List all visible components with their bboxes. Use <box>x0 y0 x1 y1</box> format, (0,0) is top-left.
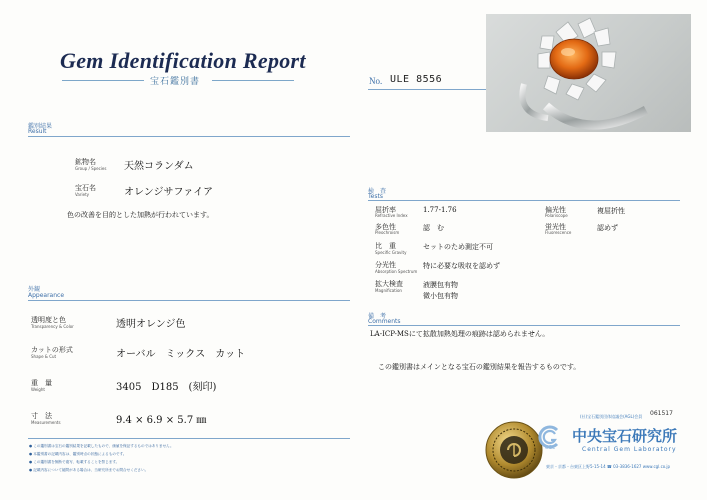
cut-value: オーバル ミックス カット <box>116 349 246 360</box>
pleochroism-label: 多色性 <box>375 223 396 231</box>
association-text: (社)宝石鑑別団体協議会(AGL)会員 <box>580 414 643 419</box>
footnote: ● この鑑別書は宝石の鑑別結果を記載したもので、価値を保証するものではありません。 <box>29 444 174 448</box>
refractive-index-label-en: Refractive Index <box>375 213 408 218</box>
variety-label-en: Variety <box>75 192 90 197</box>
gold-seal-icon <box>484 420 544 480</box>
result-note: 色の改善を目的とした加熱が行われています。 <box>67 211 214 219</box>
refractive-index-value: 1.77-1.76 <box>423 206 457 214</box>
lab-address: 東京・京都・台東区上野5-15-14 ☎ 03-3836-1627 www.cgl.co.jp <box>546 464 671 469</box>
measurements-label-en: Measurements <box>31 420 61 425</box>
tests-section-label: 検 査 <box>368 188 387 195</box>
ring-illustration <box>486 14 691 132</box>
transparency-label-en: Transparency & Color <box>31 324 74 329</box>
species-value: 天然コランダム <box>124 161 194 172</box>
footnote-rule <box>28 438 350 439</box>
tests-section-label-en: Tests <box>368 193 383 200</box>
weight-label-en: Weight <box>31 387 45 392</box>
lab-name-jp: 中央宝石研究所 <box>572 427 678 445</box>
cgl-logo-text: CGL <box>544 445 556 450</box>
subtitle-rule-left <box>62 80 144 81</box>
appearance-section-label-en: Appearance <box>28 292 65 299</box>
weight-label: 重 量 <box>31 379 52 387</box>
comments-section-label-en: Comments <box>368 318 401 325</box>
report-number-rule <box>368 89 486 90</box>
pleochroism-label-en: Pleochroism <box>375 230 400 235</box>
species-label-en: Group / Species <box>75 166 107 171</box>
cgl-logo-graphic <box>537 424 563 450</box>
footnote: ● この鑑別書を無断で複写、転載することを禁じます。 <box>29 460 120 464</box>
comments-section-label: 備 考 <box>368 313 387 320</box>
species-label: 鉱物名 <box>75 158 96 166</box>
seal-graphic <box>484 420 544 480</box>
fluorescence-label: 蛍光性 <box>545 223 566 231</box>
subtitle-banner <box>62 74 294 86</box>
footnote: ● 記載内容について疑問がある場合は、当研究所までお問合せください。 <box>29 468 149 472</box>
comments-text: LA-ICP-MSにて拡散加熱処理の痕跡は認められません。 <box>370 330 550 338</box>
cut-label-en: Shape & Cut <box>31 354 57 359</box>
variety-value: オレンジサファイア <box>124 187 213 198</box>
weight-value: 3405 D185 (刻印) <box>116 382 217 393</box>
magnification-label: 拡大検査 <box>375 280 403 288</box>
serial-number: 061517 <box>650 410 673 417</box>
fluorescence-label-en: Fluorescence <box>545 230 572 235</box>
measurements-value: 9.4 × 6.9 × 5.7 ㎜ <box>116 415 207 426</box>
appearance-section-label: 外観 <box>28 286 41 293</box>
spectrum-label-en: Absorption Spectrum <box>375 269 418 274</box>
cgl-logo-icon <box>537 424 563 450</box>
polariscope-value: 複屈折性 <box>597 207 625 215</box>
report-title: Gem Identification Report <box>60 48 306 73</box>
comments-rule <box>368 325 680 326</box>
tests-rule <box>368 200 680 201</box>
gem-photo <box>486 14 691 132</box>
footnote: ● 本鑑別書の記載内容は、鑑別時点の状態によるものです。 <box>29 452 127 456</box>
lab-name-en: Central Gem Laboratory <box>582 446 677 453</box>
transparency-value: 透明オレンジ色 <box>116 319 186 330</box>
result-section-label: 鑑別結果 <box>28 123 53 130</box>
report-statement: この鑑別書はメインとなる宝石の鑑別結果を報告するものです。 <box>378 363 581 371</box>
report-subtitle: 宝石鑑別書 <box>150 77 201 87</box>
spectrum-label: 分光性 <box>375 261 396 269</box>
magnification-label-en: Magnification <box>375 288 402 293</box>
polariscope-label-en: Polariscope <box>545 213 568 218</box>
cut-label: カットの形式 <box>31 346 73 354</box>
report-number-label: No. <box>369 76 383 86</box>
polariscope-label: 偏光性 <box>545 206 566 214</box>
variety-label: 宝石名 <box>75 184 96 192</box>
specific-gravity-label-en: Specific Gravity <box>375 250 407 255</box>
appearance-rule <box>28 300 350 301</box>
result-section-label-en: Result <box>28 128 47 135</box>
subtitle-rule-right <box>212 80 294 81</box>
magnification-value: 液膜包有物 <box>423 281 458 289</box>
specific-gravity-label: 比 重 <box>375 242 396 250</box>
pleochroism-value: 認 む <box>423 224 444 232</box>
specific-gravity-value: セットのため測定不可 <box>423 243 493 251</box>
result-rule <box>28 136 350 137</box>
transparency-label: 透明度と色 <box>31 316 66 324</box>
spectrum-value: 特に必要な吸収を認めず <box>423 262 500 270</box>
fluorescence-value: 認めず <box>597 224 618 232</box>
report-number-value: ULE 8556 <box>390 74 443 85</box>
measurements-label: 寸 法 <box>31 412 52 420</box>
magnification-value-2: 微小包有物 <box>423 292 458 300</box>
refractive-index-label: 屈折率 <box>375 206 396 214</box>
